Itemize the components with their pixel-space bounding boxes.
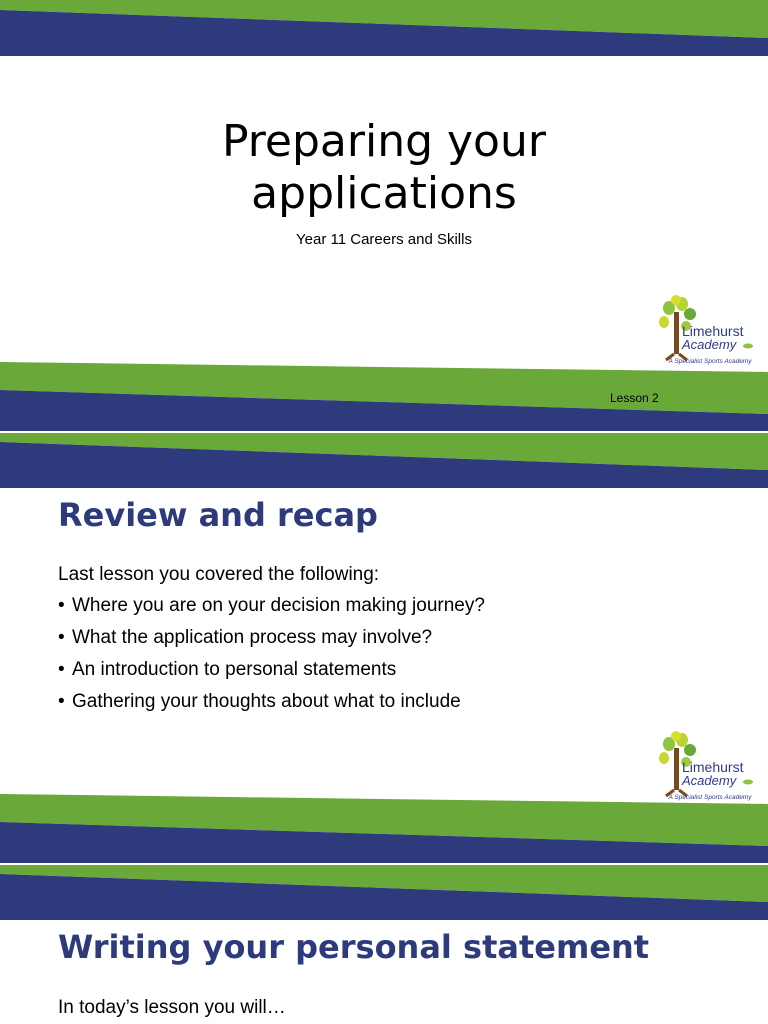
slide-divider [0, 431, 768, 433]
list-item: • What the application process may involve? [58, 627, 433, 648]
list-item: • Gathering your thoughts about what to include [58, 691, 461, 712]
top-band [0, 432, 768, 488]
lesson-label: Lesson 2 [610, 391, 659, 405]
subtitle: Year 11 Careers and Skills [296, 231, 472, 248]
bullet-list [58, 590, 485, 718]
intro-text: Last lesson you covered the following: [58, 564, 380, 585]
top-band [0, 864, 768, 920]
logo-text-line1: Limehurst [682, 323, 744, 339]
slide-heading: Writing your personal statement [58, 928, 650, 966]
logo-tagline: A Specialist Sports Academy [668, 358, 752, 365]
slide-divider [0, 863, 768, 865]
slide-heading: Review and recap [58, 496, 378, 534]
title-line-2: applications [251, 168, 517, 219]
logo-tagline: A Specialist Sports Academy [668, 794, 752, 801]
page-title [0, 116, 768, 220]
list-item: • Where you are on your decision making journey? [58, 595, 485, 616]
logo-text-line2: Academy [682, 773, 737, 788]
top-band [0, 0, 768, 56]
slide-personal-statement [0, 864, 768, 1024]
logo-text-line1: Limehurst [682, 759, 744, 775]
slide-title [0, 0, 768, 432]
logo-text-line2: Academy [682, 337, 737, 352]
bottom-band [0, 794, 768, 864]
list-item: • An introduction to personal statements [58, 659, 397, 680]
title-line-1: Preparing your [222, 116, 546, 167]
intro-text: In today’s lesson you will… [58, 997, 286, 1018]
slide-review [0, 432, 768, 864]
